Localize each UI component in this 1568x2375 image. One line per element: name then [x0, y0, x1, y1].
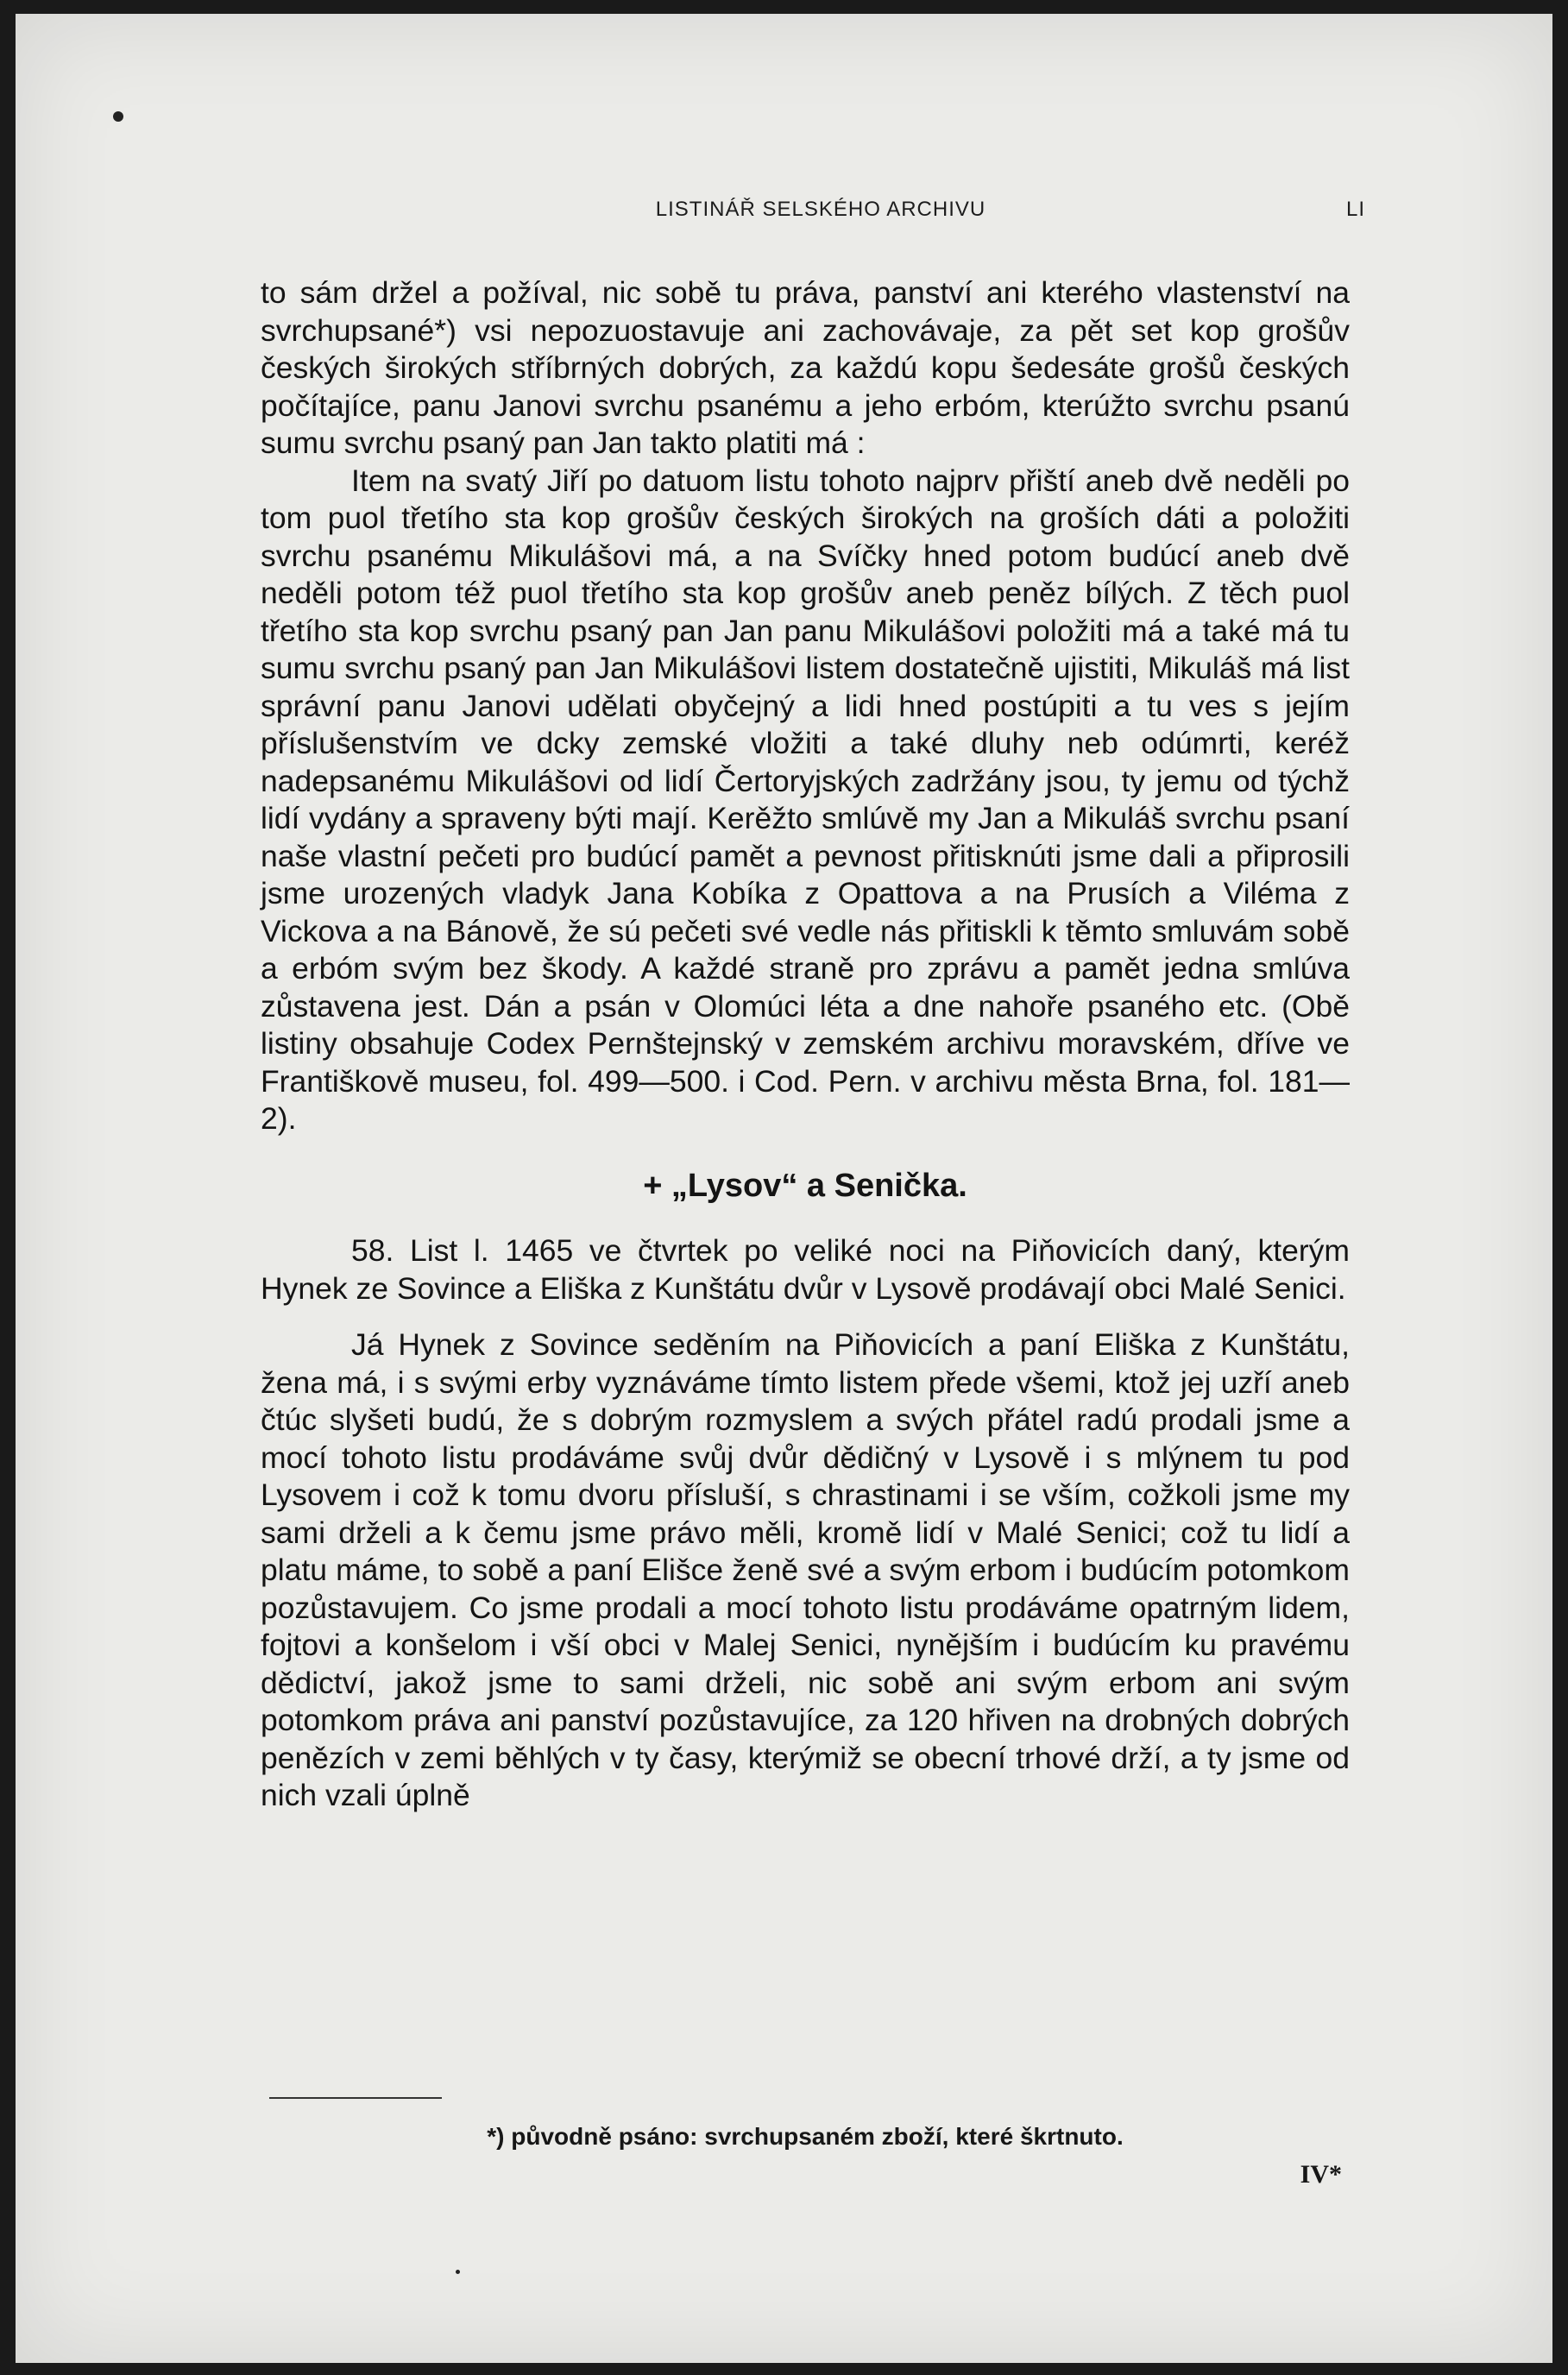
- paragraph: Item na svatý Jiří po datuom listu tohoto najprv přiští aneb dvě neděli po tom puol třetího sta kop grošův českých širokých na groších dáti a položiti svrchu psanému Mikulášovi má, a na Svíčky hned potom budúcí aneb dvě neděli potom též puol třetího sta kop grošův aneb peněz bílých. Z těch puol třetího sta kop svrchu psaný pan Jan panu Mikulášovi položiti má a také má tu sumu svrchu psaný pan Jan Mikulášovi listem dostatečně ujistiti, Mikuláš má list správní panu Janovi udělati obyčejný a lidi hned postúpiti a tu ves s jejím příslušenstvím ve dcky zemské vložiti a také dluhy neb odúmrti, keréž nadepsanému Mikulášovi od lidí Čertoryjských zadržány jsou, ty jemu od týchž lidí vydány a spraveny býti mají. Kerěžto smlúvě my Jan a Mikuláš svrchu psaní naše vlastní pečeti pro budúcí pamět a pevnost přitisknúti jsme dali a připrosili jsme urozených vladyk Jana Kobíka z Opattova a na Prusích a Viléma z Vickova a na Bánově, že sú pečeti své vedle nás přitiskli k těmto smluvám sobě a erbóm svým bez škody. A každé straně pro zprávu a pamět jedna smlúva zůstavena jest. Dán a psán v Olomúci léta a dne nahoře psaného etc. (Obě listiny obsahuje Codex Pernštejnský v zemském archivu moravském, dříve ve Františkově museu, fol. 499—500. i Cod. Pern. v archivu města Brna, fol. 181—2).: [261, 463, 1350, 1136]
- ink-spot: [113, 111, 123, 122]
- paragraph: to sám držel a požíval, nic sobě tu práva, panství ani kterého vlastenství na svrchupsané*) vsi nepozuostavuje ani zachovávaje, za pět set kop grošův českých širokých stříbrných dobrých, za každú kopu šedesáte grošů českých počítajíce, panu Janovi svrchu psanému a jeho erbóm, kterúžto svrchu psanú sumu svrchu psaný pan Jan takto platiti má :: [261, 275, 1350, 460]
- running-title: LISTINÁŘ SELSKÉHO ARCHIVU: [655, 198, 986, 221]
- page-number: LI: [1345, 198, 1365, 221]
- footnote-rule: [269, 2097, 442, 2099]
- body-text: [261, 274, 1350, 1815]
- paragraph: Já Hynek z Sovince seděním na Piňovicích a paní Eliška z Kunštátu, žena má, i s svými erby vyznáváme tímto listem přede všemi, ktož jej uzří aneb čtúc slyšeti budú, že s dobrým rozmyslem a svých přátel radú prodali jsme a mocí tohoto listu prodáváme svůj dvůr dědičný v Lysově i s mlýnem tu pod Lysovem i což k tomu dvoru přísluší, s chrastinami i se vším, cožkoli jsme my sami drželi a k čemu jsme právo měli, kromě lidí v Malé Senici; což tu lidí a platu máme, to sobě a paní Elišce ženě své a svým erbom i budúcím potomkom pozůstavujem. Co jsme prodali a mocí tohoto listu prodáváme opatrným lidem, fojtovi a konšelom i vší obci v Malej Senici, nynějším i budúcím ku pravému dědictví, jakož jsme to sami drželi, nic sobě ani svým erbom ani svým potomkom práva ani panství pozůstavujíce, za 120 hřiven na drobných dobrých penězích v zemi běhlých v ty časy, kterýmiž se obecní trhové drží, a ty jsme od nich vzali úplně: [261, 1327, 1350, 1812]
- section-heading: + „Lysov“ a Senička.: [643, 1167, 967, 1204]
- document-regest: 58. List l. 1465 ve čtvrtek po veliké noci na Piňovicích daný, kterým Hynek ze Sovince a Eliška z Kunštátu dvůr v Lysově prodávají obci Malé Senici.: [261, 1233, 1350, 1306]
- footnote: *) původně psáno: svrchupsaném zboží, které škrtnuto.: [487, 2123, 1124, 2150]
- page-header: [276, 198, 1365, 232]
- ink-spot: [456, 2270, 460, 2274]
- signature-mark: IV*: [1300, 2160, 1342, 2189]
